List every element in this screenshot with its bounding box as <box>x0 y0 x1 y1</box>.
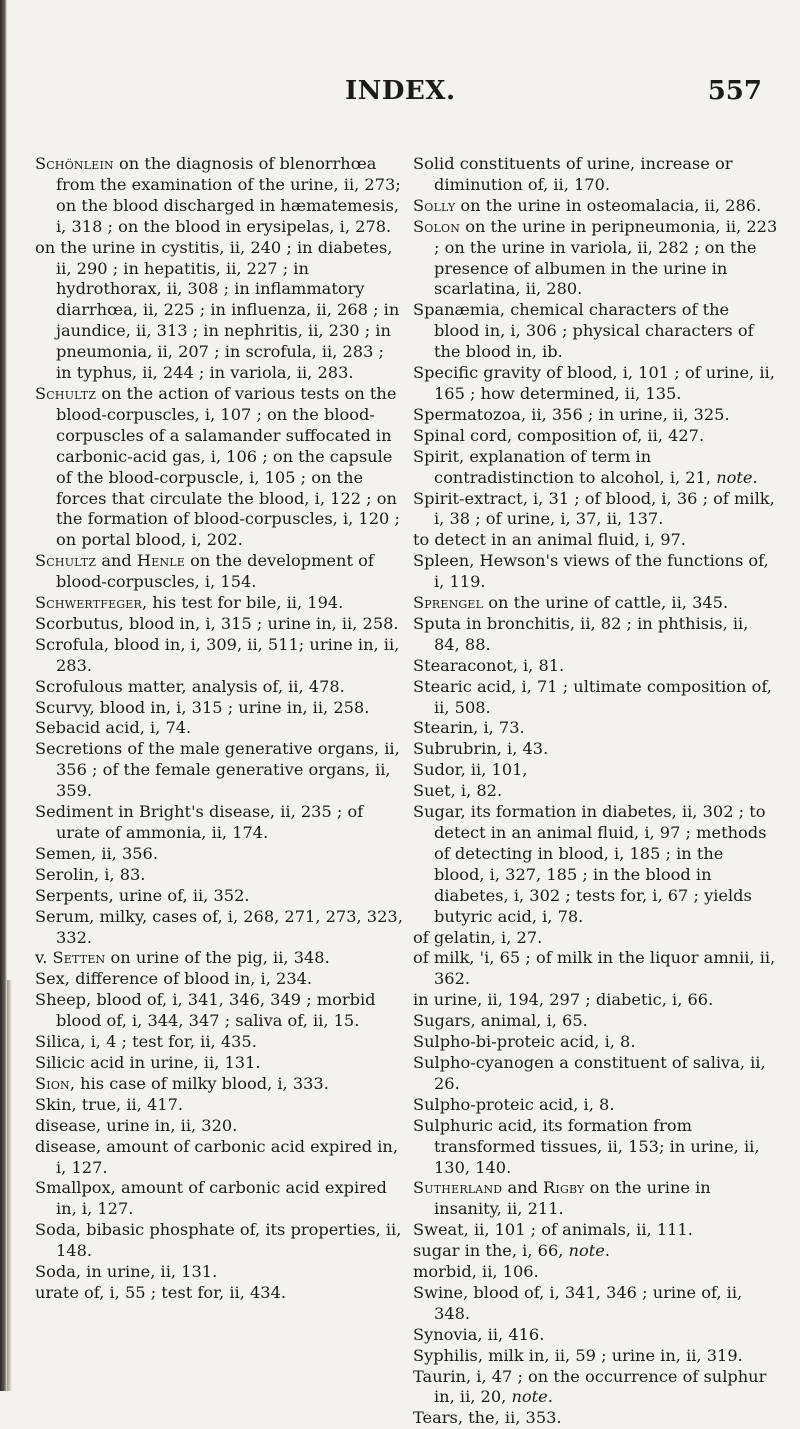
index-entry <box>413 551 778 593</box>
entry-text: Stearic acid, i, 71 ; ultimate composition of, ii, 508. <box>413 676 772 717</box>
entry-text: Stearin, i, 73. <box>413 718 525 738</box>
entry-text: morbid, ii, 106. <box>413 1262 539 1282</box>
entry-text: on the urine in peripneumonia, ii, 223 ; on the urine in variola, ii, 282 ; on the presence of albumen in the urine in scarlatina, ii, 280. <box>434 216 778 299</box>
index-entry <box>35 593 403 614</box>
index-entry <box>413 217 778 301</box>
entry-text: Synovia, ii, 416. <box>413 1324 545 1344</box>
index-entry <box>35 802 403 844</box>
entry-text: on the urine in insanity, ii, 211. <box>434 1178 711 1219</box>
entry-text: Silica, i, 4 ; test for, ii, 435. <box>35 1032 257 1052</box>
index-entry <box>413 1011 778 1032</box>
index-entry <box>413 1283 778 1325</box>
index-entry <box>413 677 778 719</box>
entry-text: Scurvy, blood in, i, 315 ; urine in, ii, 258. <box>35 697 370 717</box>
entry-note: note <box>568 1241 605 1261</box>
entry-text: Scrofulous matter, analysis of, ii, 478. <box>35 676 345 696</box>
index-entry <box>413 656 778 677</box>
index-subentry <box>35 1116 403 1137</box>
index-subentry <box>35 1137 403 1179</box>
page-number: 557 <box>707 76 762 106</box>
index-entry <box>413 802 778 927</box>
index-entry <box>35 865 403 886</box>
index-entry <box>413 593 778 614</box>
entry-text: and <box>502 1178 544 1198</box>
entry-text: on the urine of cattle, ii, 345. <box>483 593 729 613</box>
entry-text: Serpents, urine of, ii, 352. <box>35 885 250 905</box>
index-entry <box>35 969 403 990</box>
index-entry <box>413 196 778 217</box>
entry-text: Soda, in urine, ii, 131. <box>35 1262 218 1282</box>
index-column-right <box>413 154 778 1429</box>
index-subentry <box>413 948 778 990</box>
page-gutter-shadow <box>7 980 12 1391</box>
index-entry <box>413 739 778 760</box>
page-header <box>0 76 800 116</box>
index-column-left <box>35 154 403 1304</box>
index-entry <box>35 907 403 949</box>
index-entry <box>35 698 403 719</box>
entry-text: Sweat, ii, 101 ; of animals, ii, 111. <box>413 1220 693 1240</box>
entry-text: Specific gravity of blood, i, 101 ; of urine, ii, 165 ; how determined, ii, 135. <box>413 363 775 403</box>
entry-author: Henle <box>136 551 186 571</box>
entry-text: Scrofula, blood in, i, 309, ii, 511; urine in, ii, 283. <box>35 634 400 675</box>
entry-text: Stearaconot, i, 81. <box>413 655 565 675</box>
index-subentry <box>413 530 778 551</box>
entry-author: Rigby <box>543 1178 585 1198</box>
entry-text: Serum, milky, cases of, i, 268, 271, 273, 323, 332. <box>35 906 403 947</box>
index-entry <box>35 635 403 677</box>
entry-text: on urine of the pig, ii, 348. <box>105 948 330 968</box>
index-entry <box>35 739 403 802</box>
entry-author: Sutherland <box>413 1178 503 1198</box>
entry-text: Sex, difference of blood in, i, 234. <box>35 969 313 989</box>
index-entry <box>413 718 778 739</box>
entry-author: Solly <box>413 195 456 215</box>
entry-text: sugar in the, i, 66, <box>413 1241 569 1261</box>
index-entry <box>413 426 778 447</box>
entry-text: Smallpox, amount of carbonic acid expired in, i, 127. <box>35 1178 387 1219</box>
entry-text: Spermatozoa, ii, 356 ; in urine, ii, 325. <box>413 404 730 424</box>
entry-text: and <box>96 551 137 571</box>
entry-text: in urine, ii, 194, 297 ; diabetic, i, 66. <box>413 990 714 1010</box>
entry-text: disease, urine in, ii, 320. <box>35 1115 238 1135</box>
index-entry <box>413 447 778 489</box>
entry-author: Schwertfeger <box>35 593 143 613</box>
entry-text: Tears, the, ii, 353. <box>413 1408 562 1428</box>
index-entry <box>413 489 778 531</box>
index-subentry <box>413 990 778 1011</box>
entry-author: Schultz <box>35 551 97 571</box>
entry-author: Schultz <box>35 383 97 403</box>
index-entry <box>35 1262 403 1283</box>
index-entry <box>413 363 778 405</box>
entry-text: Sulpho-bi-proteic acid, i, 8. <box>413 1032 636 1052</box>
entry-text: on the diagnosis of blenorrhœa from the examination of the urine, ii, 273; on the blood discharged in hæmatemesis, i, 318 ; on the blood in erysipelas, i, 278. <box>56 154 401 236</box>
entry-text: Sulpho-proteic acid, i, 8. <box>413 1094 615 1114</box>
index-entry <box>35 551 403 593</box>
entry-text: Subrubrin, i, 43. <box>413 739 549 759</box>
entry-text: on the urine in osteomalacia, ii, 286. <box>455 195 762 215</box>
entry-author: Solon <box>413 216 461 236</box>
entry-text: Sputa in bronchitis, ii, 82 ; in phthisis, ii, 84, 88. <box>413 613 749 654</box>
index-subentry <box>413 1241 778 1262</box>
entry-text: Sebacid acid, i, 74. <box>35 718 192 738</box>
index-entry <box>35 384 403 551</box>
index-entry <box>413 760 778 781</box>
entry-text: Sugars, animal, i, 65. <box>413 1011 588 1031</box>
entry-text: Spinal cord, composition of, ii, 427. <box>413 425 705 445</box>
entry-text: Skin, true, ii, 417. <box>35 1094 184 1114</box>
index-entry <box>35 718 403 739</box>
entry-text: disease, amount of carbonic acid expired in, i, 127. <box>35 1136 398 1177</box>
index-entry <box>35 844 403 865</box>
entry-text: Semen, ii, 356. <box>35 843 159 863</box>
index-entry <box>35 1074 403 1095</box>
entry-text: Secretions of the male generative organs, ii, 356 ; of the female generative organs, ii, 359. <box>35 739 400 801</box>
index-entry <box>35 677 403 698</box>
entry-text: Spanæmia, chemical characters of the blood in, i, 306 ; physical characters of the blood in, ib. <box>413 300 754 362</box>
entry-text: Soda, bibasic phosphate of, its properties, ii, 148. <box>35 1220 402 1261</box>
index-entry <box>35 1095 403 1116</box>
entry-text: Scorbutus, blood in, i, 315 ; urine in, ii, 258. <box>35 613 399 633</box>
index-entry <box>35 1178 403 1220</box>
entry-text: Spirit-extract, i, 31 ; of blood, i, 36 ; of milk, i, 38 ; of urine, i, 37, ii, 137. <box>413 488 775 529</box>
index-entry <box>35 1220 403 1262</box>
book-spine-edge <box>0 0 7 1391</box>
index-entry <box>413 781 778 802</box>
entry-author: Schönlein <box>35 154 114 173</box>
entry-text: to detect in an animal fluid, i, 97. <box>413 530 686 550</box>
index-entry <box>413 154 778 196</box>
entry-text: . <box>752 467 758 487</box>
index-entry <box>413 1325 778 1346</box>
entry-text: on the action of various tests on the blood-corpuscles, i, 107 ; on the blood-corpuscles of a salamander suffocated in carbonic-acid gas, i, 106 ; on the capsule of the blood-corpuscle, i, 105 ; on the forces that circulate the blood, i, 122 ; on the formation of blood-corpuscles, i, 120 ; on portal blood, i, 202. <box>56 383 400 550</box>
index-entry <box>413 614 778 656</box>
entry-author: Sion <box>35 1073 70 1093</box>
entry-text: urate of, i, 55 ; test for, ii, 434. <box>35 1282 287 1302</box>
entry-text: , his test for bile, ii, 194. <box>142 593 344 613</box>
index-entry <box>413 1116 778 1179</box>
index-subentry <box>413 928 778 949</box>
index-entry <box>35 614 403 635</box>
entry-text: Sediment in Bright's disease, ii, 235 ; of urate of ammonia, ii, 174. <box>35 802 364 842</box>
entry-text: Serolin, i, 83. <box>35 864 146 884</box>
index-entry <box>35 1053 403 1074</box>
entry-text: . <box>547 1387 553 1407</box>
entry-text: Silicic acid in urine, ii, 131. <box>35 1052 261 1072</box>
index-entry <box>413 1346 778 1367</box>
index-entry <box>413 1178 778 1220</box>
entry-text: Swine, blood of, i, 341, 346 ; urine of, ii, 348. <box>413 1282 743 1323</box>
index-entry <box>413 1095 778 1116</box>
index-entry <box>35 1032 403 1053</box>
entry-author: Setten <box>52 948 106 968</box>
entry-text: of gelatin, i, 27. <box>413 927 543 947</box>
entry-text: Taurin, i, 47 ; on the occurrence of sulphur in, ii, 20, <box>413 1366 767 1407</box>
index-entry <box>413 1032 778 1053</box>
entry-text: Solid constituents of urine, increase or diminution of, ii, 170. <box>413 154 733 194</box>
entry-text: on the urine in cystitis, ii, 240 ; in diabetes, ii, 290 ; in hepatitis, ii, 227 ; in hydrothorax, ii, 308 ; in inflammatory diarrhœa, ii, 225 ; in influenza, ii, 268 ; in jaundice, ii, 313 ; in nephritis, ii, 230 ; in pneumonia, ii, 207 ; in scrofula, ii, 283 ; in typhus, ii, 244 ; in variola, ii, 283. <box>35 237 400 383</box>
index-entry <box>35 154 403 238</box>
entry-text: Spleen, Hewson's views of the functions of, i, 119. <box>413 551 769 592</box>
index-entry <box>35 886 403 907</box>
entry-text: . <box>604 1241 610 1261</box>
entry-note: note <box>716 467 753 487</box>
index-entry <box>413 1367 778 1409</box>
entry-note: note <box>511 1387 548 1407</box>
index-subentry <box>35 1283 403 1304</box>
index-entry <box>413 300 778 363</box>
entry-text: Sulpho-cyanogen a constituent of saliva, ii, 26. <box>413 1052 766 1093</box>
entry-text: on the development of blood-corpuscles, i, 154. <box>56 551 374 592</box>
entry-author: Sprengel <box>413 593 484 613</box>
entry-text: , his case of milky blood, i, 333. <box>69 1073 329 1093</box>
entry-text: Sugar, its formation in diabetes, ii, 302 ; to detect in an animal fluid, i, 97 ; methods of detecting in blood, i, 185 ; in the blood, i, 327, 185 ; in the blood in diabetes, i, 302 ; tests for, i, 67 ; yields butyric acid, i, 78. <box>413 802 767 926</box>
entry-text: Sheep, blood of, i, 341, 346, 349 ; morbid blood of, i, 344, 347 ; saliva of, ii, 15. <box>35 990 376 1031</box>
index-entry <box>413 1053 778 1095</box>
index-subentry <box>35 238 403 384</box>
index-entry <box>35 990 403 1032</box>
entry-text: v. <box>35 948 53 968</box>
entry-text: Syphilis, milk in, ii, 59 ; urine in, ii, 319. <box>413 1345 743 1365</box>
index-entry <box>413 1408 778 1429</box>
index-subentry <box>413 1262 778 1283</box>
entry-text: Spirit, explanation of term in contradistinction to alcohol, i, 21, <box>413 446 717 487</box>
entry-text: of milk, 'i, 65 ; of milk in the liquor amnii, ii, 362. <box>413 948 776 989</box>
index-entry <box>35 948 403 969</box>
entry-text: Sudor, ii, 101, <box>413 760 528 780</box>
entry-text: Suet, i, 82. <box>413 781 503 801</box>
page-title: INDEX. <box>345 76 456 106</box>
index-entry <box>413 1220 778 1241</box>
entry-text: Sulphuric acid, its formation from transformed tissues, ii, 153; in urine, ii, 130, 140. <box>413 1115 760 1177</box>
index-entry <box>413 405 778 426</box>
